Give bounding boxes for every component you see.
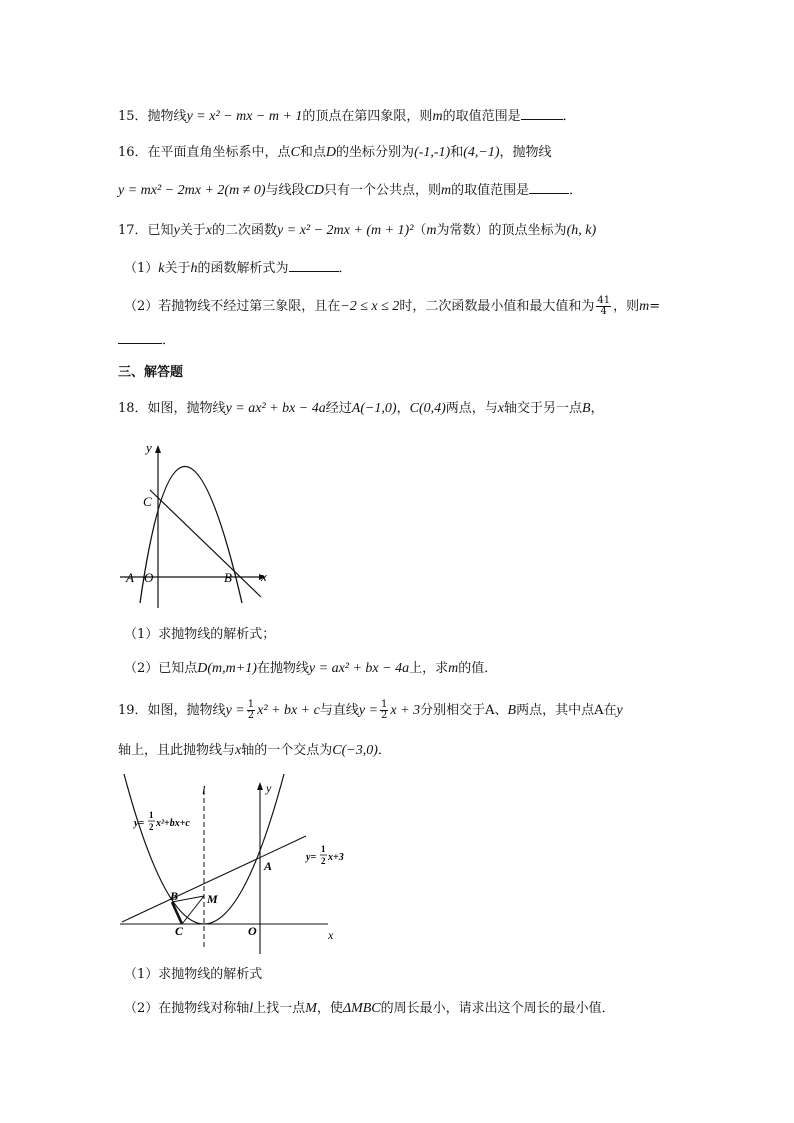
q18-label-b: B [224, 570, 232, 585]
q16-coord-1: (-1,-1) [414, 145, 451, 160]
q17-part-2 [124, 296, 660, 317]
q18-label-o: O [144, 570, 154, 585]
q19-parabola-fraction-den: 2 [247, 710, 255, 721]
q15-expression: y = x² − mx − m + 1 [186, 109, 303, 124]
q19-part-2-l: l [249, 1001, 254, 1016]
q19-part-2-m: M [305, 1001, 317, 1016]
q15-answer-blank[interactable] [521, 119, 563, 120]
q19-figure [118, 772, 348, 958]
q18-label-x: x [261, 569, 267, 584]
q19-parabola-lhs: y = [225, 703, 245, 718]
q19-y-axis-arrow [257, 782, 263, 790]
q19-part-2 [124, 1000, 615, 1018]
q19-label-o: O [248, 924, 257, 938]
q16-variable: m [441, 183, 452, 198]
q19-point-a: A [485, 703, 495, 718]
q18-expression: y = ax² + bx − 4a [225, 401, 326, 416]
q18-figure [118, 432, 278, 612]
q19-text-5: 两点，其中点 [516, 703, 595, 718]
q17-range: −2 ≤ x ≤ 2 [340, 299, 400, 314]
q17-expression: y = x² − 2mx + (m + 1)² [277, 223, 414, 238]
q17-text-5: 为常数）的顶点坐标为 [436, 223, 567, 238]
q16-text-1: 在平面直角坐标系中，点 [147, 145, 291, 160]
q15-text-4: ． [562, 109, 576, 124]
q19-text-9: ． [377, 743, 391, 758]
q18-number: 18． [118, 401, 148, 416]
q19-text-7: 轴上，且此抛物线与 [118, 743, 236, 758]
q18-line-cb [150, 490, 261, 597]
q15-text-3: 的取值范围是 [442, 109, 521, 124]
q18-point-b: B [582, 401, 591, 416]
q19-var-y: y [616, 703, 623, 718]
q17-fraction-denominator: 4 [600, 306, 607, 317]
q19-line-label-rhs: x+3 [328, 852, 344, 863]
question-19-line-1 [118, 700, 623, 721]
q19-text-4: 、 [494, 703, 508, 718]
q17-text-3: 的二次函数 [212, 223, 278, 238]
q17-var-k: k [158, 261, 165, 276]
q19-label-l: l [202, 783, 206, 797]
q19-line-label-lhs: y= [306, 852, 317, 863]
q18-text-2: 经过 [325, 401, 352, 416]
q19-line-fraction-den: 2 [381, 710, 388, 721]
q19-var-x: x [235, 743, 242, 758]
q18-var-x: x [497, 401, 505, 416]
q17-part-2-text-1: （2）若抛物线不经过第三象限，且在 [124, 299, 341, 314]
q19-point-c: C(−3,0) [332, 743, 378, 758]
q19-label-y: y [266, 781, 272, 795]
q18-part-2-text-4: 的值． [458, 661, 498, 676]
q16-text-7: 只有一个公共点，则 [324, 183, 442, 198]
q19-parabola-fraction-num: 1 [247, 699, 255, 710]
q17-text-1: 已知 [147, 223, 174, 238]
q18-point-d: D(m,m+1) [197, 661, 257, 676]
q18-label-c: C [143, 494, 152, 509]
q17-part-2-var: m [639, 299, 650, 314]
q18-text-3: ， [396, 401, 410, 416]
q17-var-m: m [426, 223, 437, 238]
q19-line-lhs: y = [358, 703, 379, 718]
q19-part-2-triangle: ΔMBC [342, 1001, 381, 1016]
question-17 [118, 222, 596, 240]
q16-text-9: ． [569, 183, 583, 198]
q17-text-2: 关于 [179, 223, 206, 238]
q19-segment-mc [182, 896, 204, 924]
q17-text-4: （ [413, 223, 427, 238]
q16-text-6: 与线段 [265, 183, 305, 198]
q16-answer-blank[interactable] [529, 193, 569, 194]
q18-text-5: 轴交于另一点 [504, 401, 583, 416]
question-16-line-2 [118, 182, 582, 200]
question-18 [118, 400, 604, 418]
q18-text-1: 如图，抛物线 [147, 401, 226, 416]
q17-var-h: h [190, 261, 198, 276]
q19-part-2-text-3: ，使 [316, 1001, 343, 1016]
q19-segment-bc [172, 902, 182, 924]
q19-part-2-text-2: 上找一点 [253, 1001, 306, 1016]
q17-part-2-answer [118, 332, 175, 350]
q18-y-axis-arrow [155, 445, 161, 453]
q15-text-2: 的顶点在第四象限，则 [302, 109, 433, 124]
q19-line-rhs: x + 3 [390, 703, 421, 718]
q19-label-a: A [264, 859, 273, 873]
q18-point-a: A(−1,0) [351, 401, 397, 416]
q15-variable: m [432, 109, 443, 124]
q17-part-1-text-1: 关于 [164, 261, 191, 276]
q16-text-5: ，抛物线 [499, 145, 552, 160]
q18-label-y: y [146, 440, 152, 455]
q19-parabola-label-num: 1 [149, 810, 154, 820]
q16-text-3: 的坐标分别为 [336, 145, 415, 160]
q18-label-a: A [126, 570, 134, 585]
q17-var-y: y [173, 223, 180, 238]
q19-point-b: B [507, 703, 517, 718]
q19-line-fraction-num: 1 [381, 699, 388, 710]
q19-text-6: 在 [603, 703, 617, 718]
q19-line-fraction [380, 700, 388, 721]
q18-part-2-text-1: （2）已知点 [124, 661, 198, 676]
q19-label-b: B [170, 889, 179, 903]
q19-parabola-label-den: 2 [149, 822, 154, 832]
question-19-line-2 [118, 742, 391, 760]
q19-label-m: M [207, 892, 218, 906]
q16-point-d: D [325, 145, 337, 160]
q17-part-2-text-2: 时，二次函数最小值和最大值和为 [399, 299, 595, 314]
q15-text-1: 抛物线 [147, 109, 187, 124]
q18-part-2-expression: y = ax² + bx − 4a [308, 661, 410, 676]
q19-parabola-label-rhs: x²+bx+c [156, 818, 190, 829]
q19-text-8: 轴的一个交点为 [241, 743, 333, 758]
q17-fraction [596, 296, 611, 317]
section-heading: 三、解答题 [118, 365, 184, 380]
q19-part-2-text-4: 的周长最小，请求出这个周长的最小值． [380, 1001, 615, 1016]
q16-number: 16． [118, 145, 148, 160]
q19-parabola-fraction [247, 700, 255, 721]
q18-text-6: ， [590, 401, 604, 416]
q17-part-1-blank[interactable] [289, 271, 339, 272]
q19-line-label-den: 2 [321, 856, 326, 866]
q19-text-2: 与直线 [319, 703, 359, 718]
q19-text-3: 分别相交于 [420, 703, 486, 718]
q16-point-c: C [290, 145, 300, 160]
q19-label-c: C [175, 924, 184, 938]
q18-text-4: 两点，与 [445, 401, 498, 416]
q19-line [122, 836, 306, 922]
q17-part-2-text-3: ，则 [613, 299, 640, 314]
q19-label-x: x [328, 928, 334, 942]
q17-part-1-end: ． [338, 261, 352, 276]
q17-part-1-label: （1） [124, 261, 159, 276]
q18-point-c: C(0,4) [409, 401, 446, 416]
q18-part-1: （1）求抛物线的解析式； [124, 627, 276, 642]
q18-part-2-text-3: 上，求 [409, 661, 449, 676]
q16-segment-cd: CD [304, 183, 324, 198]
q19-number: 19． [118, 703, 148, 718]
q17-part-1-text-2: 的函数解析式为 [197, 261, 289, 276]
q16-expression: y = mx² − 2mx + 2(m ≠ 0) [118, 183, 266, 198]
q19-parabola-label-lhs: y= [134, 818, 145, 829]
q17-part-2-end: ． [162, 333, 176, 348]
q18-part-2-text-2: 在抛物线 [256, 661, 309, 676]
question-15 [118, 108, 576, 126]
q19-part-1: （1）求抛物线的解析式 [124, 967, 263, 982]
q17-part-2-eq: = [649, 299, 661, 314]
q16-text-4: 和 [450, 145, 464, 160]
q19-text-1: 如图，抛物线 [147, 703, 226, 718]
q18-part-2 [124, 660, 497, 678]
q17-var-x: x [205, 223, 213, 238]
q17-part-2-blank[interactable] [118, 343, 162, 344]
q16-coord-2: (4,−1) [463, 145, 500, 160]
q19-point-a-2: A [594, 703, 604, 718]
q18-part-2-var: m [448, 661, 459, 676]
q19-part-2-text-1: （2）在抛物线对称轴 [124, 1001, 250, 1016]
q16-text-8: 的取值范围是 [451, 183, 530, 198]
q17-vertex: (h, k) [566, 223, 597, 238]
q17-part-1 [124, 260, 352, 278]
q15-number: 15． [118, 109, 148, 124]
q19-parabola-rhs: x² + bx + c [257, 703, 320, 718]
question-16-line-1 [118, 144, 552, 162]
q17-number: 17． [118, 223, 148, 238]
q17-fraction-numerator: 41 [597, 295, 611, 306]
q16-text-2: 和点 [299, 145, 326, 160]
q19-line-label-num: 1 [321, 844, 326, 854]
